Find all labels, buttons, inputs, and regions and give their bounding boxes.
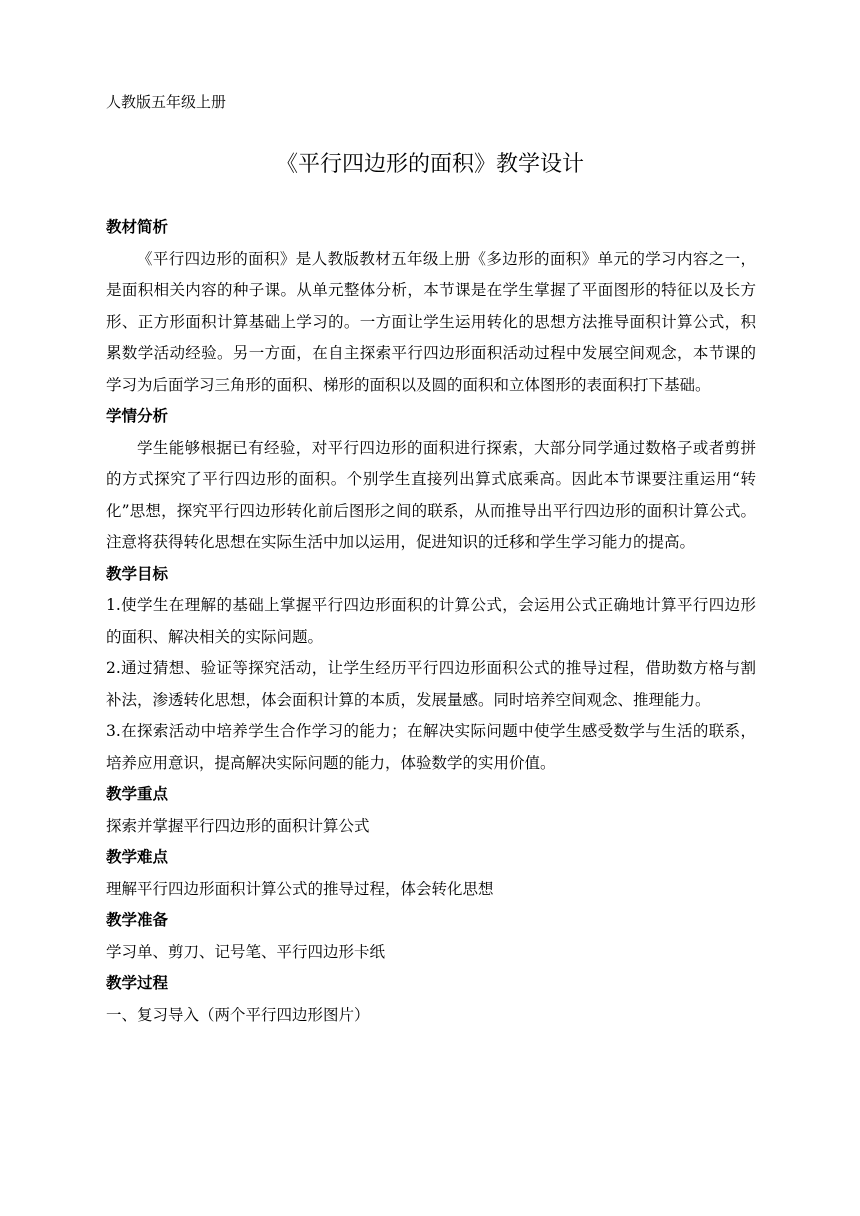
goal-item-2: 2.通过猜想、验证等探究活动，让学生经历平行四边形面积公式的推导过程，借助数方格与割补法，渗透转化思想，体会面积计算的本质，发展量感。同时培养空间观念、推理能力。 [106,659,756,709]
section-heading-materials: 教材简析 [106,218,169,236]
document-title: 《平行四边形的面积》教学设计 [275,152,584,177]
page-header: 人教版五年级上册 [106,93,227,111]
section-heading-prep: 教学准备 [106,911,169,929]
document-body [106,212,756,1031]
section-body-process: 一、复习导入（两个平行四边形图片） [106,1005,370,1024]
section-heading-goals: 教学目标 [106,564,169,583]
section-body-key: 探索并掌握平行四边形的面积计算公式 [106,816,370,835]
goal-item-3: 3.在探索活动中培养学生合作学习的能力；在解决实际问题中使学生感受数学与生活的联系，培养应用意识，提高解决实际问题的能力，体验数学的实用价值。 [106,722,756,772]
section-body-prep: 学习单、剪刀、记号笔、平行四边形卡纸 [106,942,386,961]
section-body-difficulty: 理解平行四边形面积计算公式的推导过程，体会转化思想 [106,879,494,898]
section-heading-difficulty: 教学难点 [106,848,169,866]
goal-item-1: 1.使学生在理解的基础上掌握平行四边形面积的计算公式，会运用公式正确地计算平行四边形的面积、解决相关的实际问题。 [106,596,756,646]
section-heading-students: 学情分析 [106,407,169,425]
section-body-students: 学生能够根据已有经验，对平行四边形的面积进行探索，大部分同学通过数格子或者剪拼的方式探究了平行四边形的面积。个别学生直接列出算式底乘高。因此本节课要注重运用“转化”思想，探究平行四边形转化前后图形之间的联系，从而推导出平行四边形的面积计算公式。注意将获得转化思想在实际生活中加以运用，促进知识的迁移和学生学习能力的提高。 [106,438,756,551]
section-body-materials: 《平行四边形的面积》是人教版教材五年级上册《多边形的面积》单元的学习内容之一， 是面积相关内容的种子课。从单元整体分析，本节课是在学生掌握了平面图形的特征以及长方形、正方形面积计算基础上学习的。一方面让学生运用转化的思想方法推导面积计算公式，积累数学活动经验。另一方面，在自主探索平行四边形面积活动过程中发展空间观念，本节课的学习为后面学习三角形的面积、梯形的面积以及圆的面积和立体图形的表面积打下基础。 [106,249,756,394]
section-heading-process: 教学过程 [106,974,169,992]
section-heading-key: 教学重点 [106,785,169,803]
